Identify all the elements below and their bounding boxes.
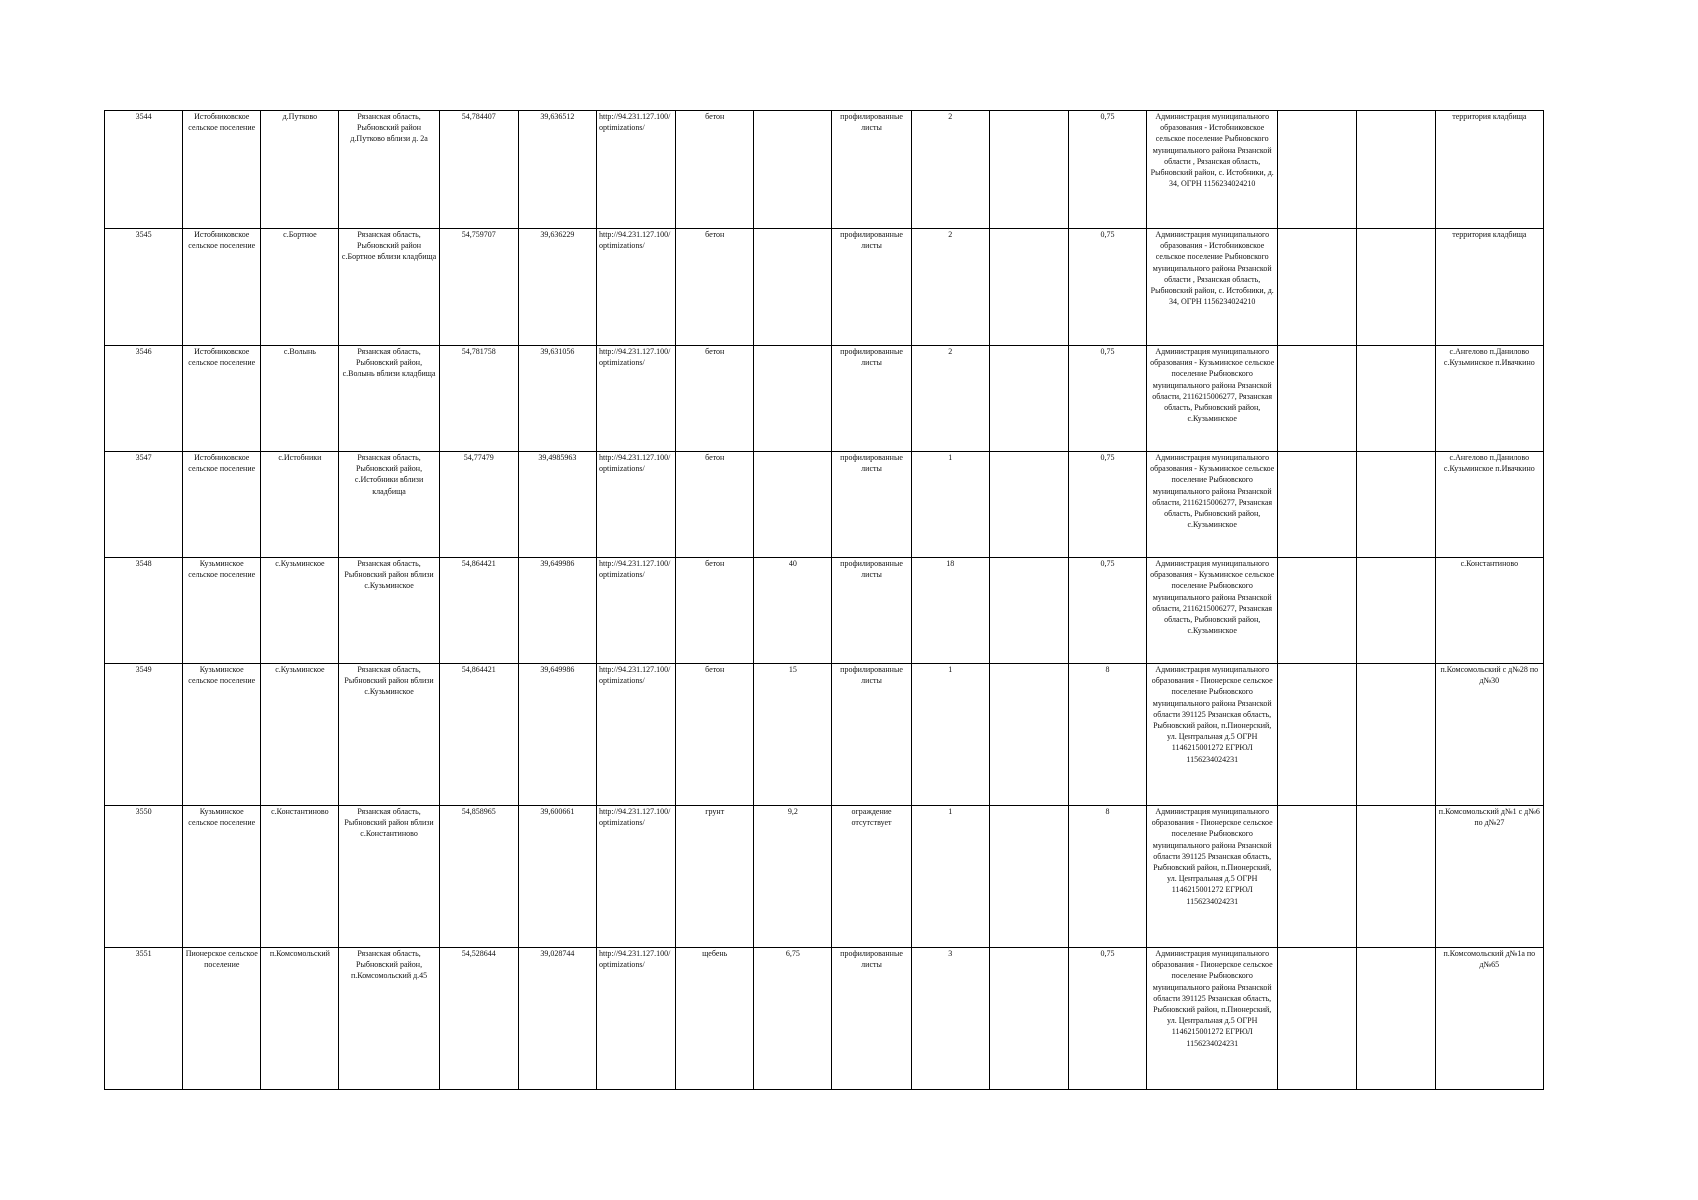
owner-cell: Администрация муниципального образования - Пионерское сельское поселение Рыбновского муниципального района Рязанской области 391125 Рязанская область, Рыбновский район, п.Пионерский, ул. Центральная д.5 ОГРН 1146215001272 ЕГРЮЛ 1156234024231 bbox=[1147, 664, 1278, 806]
empty-cell bbox=[989, 948, 1068, 1090]
waste-sources-cell: п.Комсомольский с д№28 по д№30 bbox=[1435, 664, 1543, 806]
fence-cell: ограждение отсутствует bbox=[832, 806, 911, 948]
row-number: 3548 bbox=[105, 558, 183, 664]
container-volume-cell: 0,75 bbox=[1068, 452, 1146, 558]
waste-sources-cell: п.Комсомольский д№1а по д№65 bbox=[1435, 948, 1543, 1090]
locality-cell: с.Константиново bbox=[261, 806, 339, 948]
containers-count-cell: 1 bbox=[911, 806, 989, 948]
row-number: 3550 bbox=[105, 806, 183, 948]
waste-sources-cell: с.Ангелово п.Данилово с.Кузьминское п.Ивачкино bbox=[1435, 346, 1543, 452]
map-link-cell: http://94.231.127.100/optimizations/ bbox=[596, 948, 675, 1090]
row-number: 3545 bbox=[105, 229, 183, 346]
map-link-cell: http://94.231.127.100/optimizations/ bbox=[596, 806, 675, 948]
container-volume-cell: 0,75 bbox=[1068, 558, 1146, 664]
containers-count-cell: 3 bbox=[911, 948, 989, 1090]
latitude-cell: 54,784407 bbox=[439, 111, 518, 229]
surface-cell: бетон bbox=[676, 452, 754, 558]
map-link-cell: http://94.231.127.100/optimizations/ bbox=[596, 346, 675, 452]
latitude-cell: 54,759707 bbox=[439, 229, 518, 346]
fence-cell: профилированные листы bbox=[832, 948, 911, 1090]
area-cell: 6,75 bbox=[754, 948, 832, 1090]
empty-cell bbox=[1278, 346, 1356, 452]
fence-cell: профилированные листы bbox=[832, 346, 911, 452]
table-row bbox=[105, 452, 1544, 558]
owner-cell: Администрация муниципального образования - Пионерское сельское поселение Рыбновского муниципального района Рязанской области 391125 Рязанская область, Рыбновский район, п.Пионерский, ул. Центральная д.5 ОГРН 1146215001272 ЕГРЮЛ 1156234024231 bbox=[1147, 948, 1278, 1090]
address-cell: Рязанская область, Рыбновский район вблизи с.Константиново bbox=[339, 806, 439, 948]
row-number: 3549 bbox=[105, 664, 183, 806]
address-cell: Рязанская область, Рыбновский район, с.Истобники вблизи кладбища bbox=[339, 452, 439, 558]
map-link-cell: http://94.231.127.100/optimizations/ bbox=[596, 452, 675, 558]
empty-cell bbox=[1356, 229, 1435, 346]
owner-cell: Администрация муниципального образования - Истобниковское сельское поселение Рыбновского муниципального района Рязанской области , Рязанская область, Рыбновский район, с. Истобники, д. 34, ОГРН 1156234024210 bbox=[1147, 229, 1278, 346]
longitude-cell: 39,4985963 bbox=[518, 452, 596, 558]
container-volume-cell: 0,75 bbox=[1068, 948, 1146, 1090]
latitude-cell: 54,864421 bbox=[439, 558, 518, 664]
address-cell: Рязанская область, Рыбновский район, п.Комсомольский д.45 bbox=[339, 948, 439, 1090]
settlement-cell: Истобниковское сельское поселение bbox=[183, 111, 261, 229]
containers-count-cell: 1 bbox=[911, 452, 989, 558]
settlement-cell: Кузьминское сельское поселение bbox=[183, 806, 261, 948]
empty-cell bbox=[1278, 806, 1356, 948]
area-cell bbox=[754, 452, 832, 558]
settlement-cell: Кузьминское сельское поселение bbox=[183, 558, 261, 664]
document-page bbox=[104, 110, 1544, 1090]
locality-cell: с.Кузьминское bbox=[261, 664, 339, 806]
empty-cell bbox=[1278, 111, 1356, 229]
area-cell: 9,2 bbox=[754, 806, 832, 948]
owner-cell: Администрация муниципального образования - Кузьминское сельское поселение Рыбновского муниципального района Рязанской области, 2116215006277, Рязанская область, Рыбновский район, с.Кузьминское bbox=[1147, 346, 1278, 452]
area-cell bbox=[754, 346, 832, 452]
fence-cell: профилированные листы bbox=[832, 664, 911, 806]
settlement-cell: Истобниковское сельское поселение bbox=[183, 346, 261, 452]
empty-cell bbox=[989, 806, 1068, 948]
address-cell: Рязанская область, Рыбновский район вблизи с.Кузьминское bbox=[339, 558, 439, 664]
surface-cell: щебень bbox=[676, 948, 754, 1090]
row-number: 3547 bbox=[105, 452, 183, 558]
empty-cell bbox=[1356, 111, 1435, 229]
address-cell: Рязанская область, Рыбновский район вблизи с.Кузьминское bbox=[339, 664, 439, 806]
address-cell: Рязанская область, Рыбновский район с.Бортное вблизи кладбища bbox=[339, 229, 439, 346]
table-row bbox=[105, 664, 1544, 806]
container-volume-cell: 0,75 bbox=[1068, 111, 1146, 229]
longitude-cell: 39,636512 bbox=[518, 111, 596, 229]
latitude-cell: 54,781758 bbox=[439, 346, 518, 452]
empty-cell bbox=[1356, 558, 1435, 664]
address-cell: Рязанская область, Рыбновский район д.Путково вблизи д. 2а bbox=[339, 111, 439, 229]
row-number: 3544 bbox=[105, 111, 183, 229]
table-row bbox=[105, 111, 1544, 229]
longitude-cell: 39,636229 bbox=[518, 229, 596, 346]
locality-cell: с.Бортное bbox=[261, 229, 339, 346]
containers-count-cell: 18 bbox=[911, 558, 989, 664]
table-row bbox=[105, 806, 1544, 948]
empty-cell bbox=[989, 229, 1068, 346]
containers-count-cell: 2 bbox=[911, 346, 989, 452]
fence-cell: профилированные листы bbox=[832, 229, 911, 346]
fence-cell: профилированные листы bbox=[832, 452, 911, 558]
settlement-cell: Пионерское сельское поселение bbox=[183, 948, 261, 1090]
area-cell bbox=[754, 229, 832, 346]
latitude-cell: 54,864421 bbox=[439, 664, 518, 806]
surface-cell: бетон bbox=[676, 229, 754, 346]
owner-cell: Администрация муниципального образования - Кузьминское сельское поселение Рыбновского муниципального района Рязанской области, 2116215006277, Рязанская область, Рыбновский район, с.Кузьминское bbox=[1147, 452, 1278, 558]
latitude-cell: 54,528644 bbox=[439, 948, 518, 1090]
fence-cell: профилированные листы bbox=[832, 111, 911, 229]
waste-sources-cell: с.Ангелово п.Данилово с.Кузьминское п.Ивачкино bbox=[1435, 452, 1543, 558]
empty-cell bbox=[1278, 948, 1356, 1090]
table-row bbox=[105, 346, 1544, 452]
waste-sources-cell: территория кладбища bbox=[1435, 111, 1543, 229]
area-cell bbox=[754, 111, 832, 229]
empty-cell bbox=[1278, 558, 1356, 664]
container-volume-cell: 8 bbox=[1068, 664, 1146, 806]
empty-cell bbox=[1356, 948, 1435, 1090]
address-cell: Рязанская область, Рыбновский район, с.Волынь вблизи кладбища bbox=[339, 346, 439, 452]
locality-cell: д.Путково bbox=[261, 111, 339, 229]
settlement-cell: Истобниковское сельское поселение bbox=[183, 452, 261, 558]
locality-cell: п.Комсомольский bbox=[261, 948, 339, 1090]
map-link-cell: http://94.231.127.100/optimizations/ bbox=[596, 664, 675, 806]
map-link-cell: http://94.231.127.100/optimizations/ bbox=[596, 558, 675, 664]
surface-cell: бетон bbox=[676, 111, 754, 229]
empty-cell bbox=[1356, 346, 1435, 452]
map-link-cell: http://94.231.127.100/optimizations/ bbox=[596, 229, 675, 346]
settlement-cell: Кузьминское сельское поселение bbox=[183, 664, 261, 806]
empty-cell bbox=[989, 346, 1068, 452]
surface-cell: бетон bbox=[676, 558, 754, 664]
area-cell: 40 bbox=[754, 558, 832, 664]
longitude-cell: 39,649986 bbox=[518, 664, 596, 806]
container-volume-cell: 0,75 bbox=[1068, 229, 1146, 346]
table-row bbox=[105, 229, 1544, 346]
empty-cell bbox=[1278, 452, 1356, 558]
empty-cell bbox=[1356, 664, 1435, 806]
containers-count-cell: 2 bbox=[911, 111, 989, 229]
empty-cell bbox=[1356, 452, 1435, 558]
longitude-cell: 39,600661 bbox=[518, 806, 596, 948]
surface-cell: грунт bbox=[676, 806, 754, 948]
table-row bbox=[105, 558, 1544, 664]
surface-cell: бетон bbox=[676, 346, 754, 452]
longitude-cell: 39,631056 bbox=[518, 346, 596, 452]
latitude-cell: 54,858965 bbox=[439, 806, 518, 948]
empty-cell bbox=[1278, 229, 1356, 346]
area-cell: 15 bbox=[754, 664, 832, 806]
latitude-cell: 54,77479 bbox=[439, 452, 518, 558]
empty-cell bbox=[989, 664, 1068, 806]
empty-cell bbox=[1278, 664, 1356, 806]
empty-cell bbox=[1356, 806, 1435, 948]
locality-cell: с.Кузьминское bbox=[261, 558, 339, 664]
owner-cell: Администрация муниципального образования - Истобниковское сельское поселение Рыбновского муниципального района Рязанской области , Рязанская область, Рыбновский район, с. Истобники, д. 34, ОГРН 1156234024210 bbox=[1147, 111, 1278, 229]
waste-sources-cell: п.Комсомольский д№1 с д№6 по д№27 bbox=[1435, 806, 1543, 948]
surface-cell: бетон bbox=[676, 664, 754, 806]
locality-cell: с.Истобники bbox=[261, 452, 339, 558]
container-sites-table bbox=[104, 110, 1544, 1090]
row-number: 3546 bbox=[105, 346, 183, 452]
longitude-cell: 39,028744 bbox=[518, 948, 596, 1090]
empty-cell bbox=[989, 452, 1068, 558]
row-number: 3551 bbox=[105, 948, 183, 1090]
waste-sources-cell: территория кладбища bbox=[1435, 229, 1543, 346]
containers-count-cell: 1 bbox=[911, 664, 989, 806]
locality-cell: с.Волынь bbox=[261, 346, 339, 452]
container-volume-cell: 8 bbox=[1068, 806, 1146, 948]
owner-cell: Администрация муниципального образования - Кузьминское сельское поселение Рыбновского муниципального района Рязанской области, 2116215006277, Рязанская область, Рыбновский район, с.Кузьминское bbox=[1147, 558, 1278, 664]
table-row bbox=[105, 948, 1544, 1090]
settlement-cell: Истобниковское сельское поселение bbox=[183, 229, 261, 346]
waste-sources-cell: с.Константиново bbox=[1435, 558, 1543, 664]
fence-cell: профилированные листы bbox=[832, 558, 911, 664]
owner-cell: Администрация муниципального образования - Пионерское сельское поселение Рыбновского муниципального района Рязанской области 391125 Рязанская область, Рыбновский район, п.Пионерский, ул. Центральная д.5 ОГРН 1146215001272 ЕГРЮЛ 1156234024231 bbox=[1147, 806, 1278, 948]
empty-cell bbox=[989, 111, 1068, 229]
empty-cell bbox=[989, 558, 1068, 664]
containers-count-cell: 2 bbox=[911, 229, 989, 346]
longitude-cell: 39,649986 bbox=[518, 558, 596, 664]
map-link-cell: http://94.231.127.100/optimizations/ bbox=[596, 111, 675, 229]
container-volume-cell: 0,75 bbox=[1068, 346, 1146, 452]
